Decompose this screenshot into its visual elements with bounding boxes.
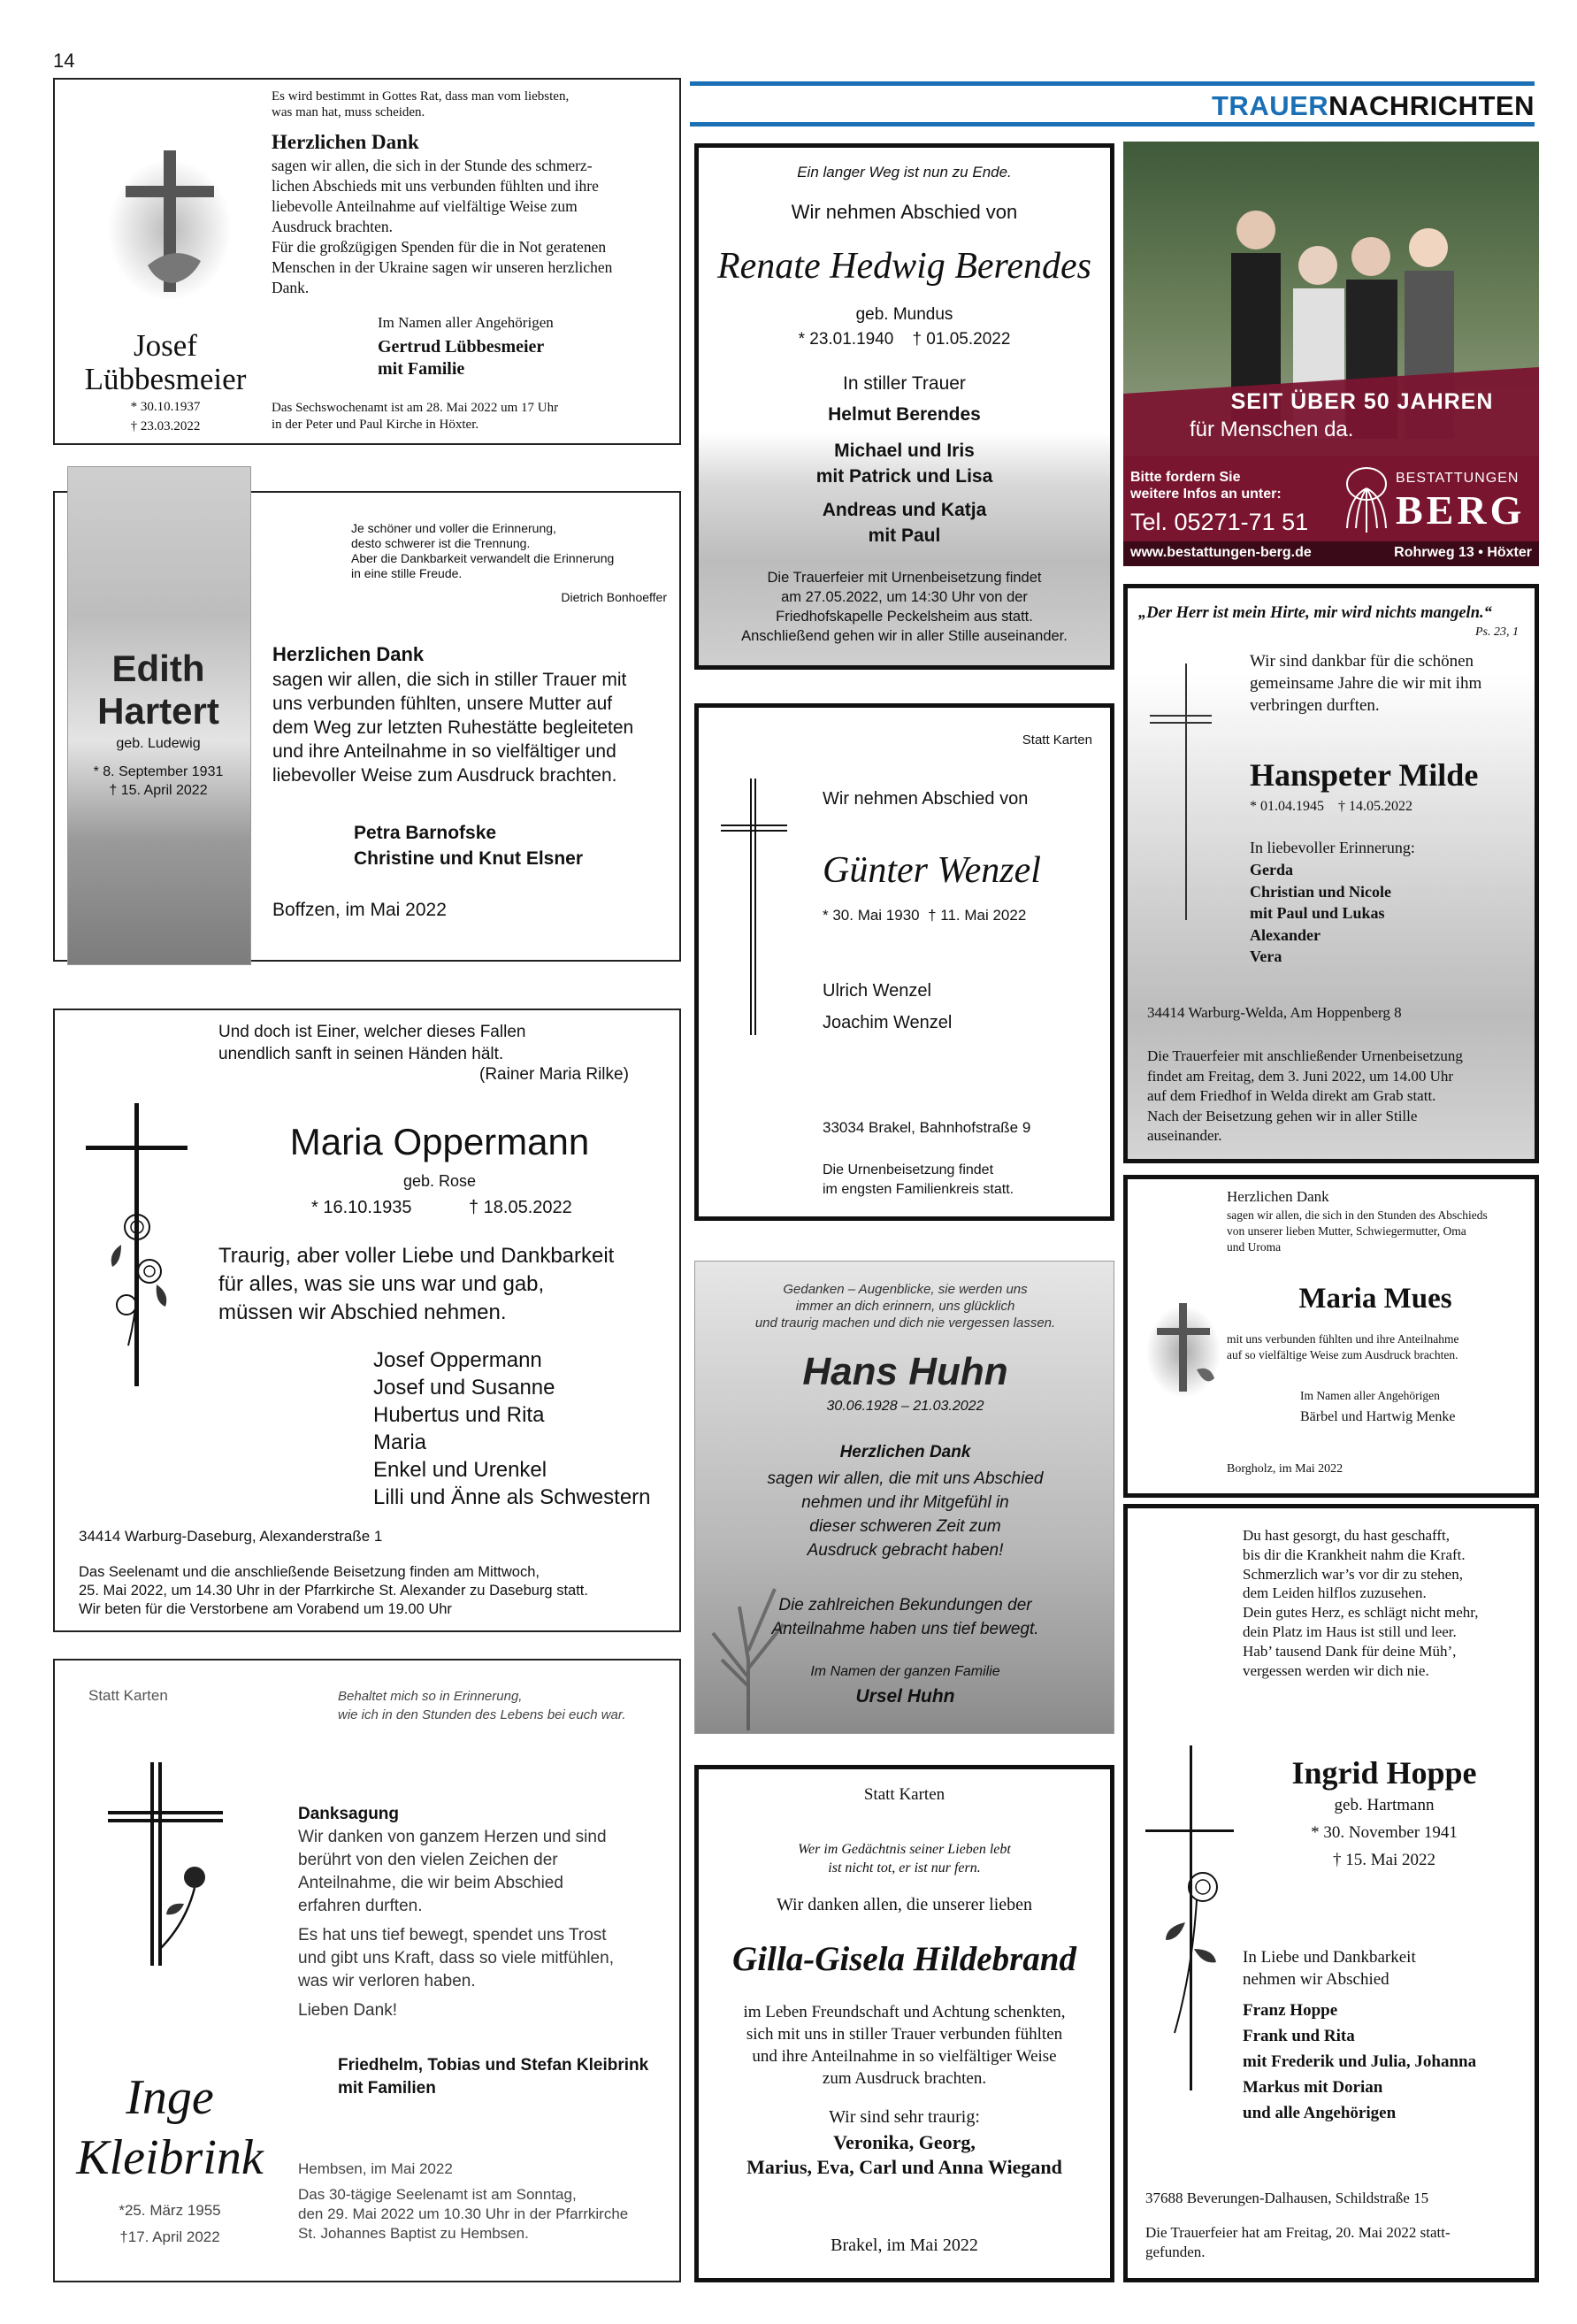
address: 34414 Warburg-Welda, Am Hoppenberg 8 [1147,1004,1402,1021]
place-date: Brakel, im Mai 2022 [831,2236,978,2255]
place-date: Boffzen, im Mai 2022 [272,900,447,920]
header-title [1212,90,1535,122]
deceased-name: Hans Huhn [802,1350,1008,1393]
quote: Behaltet mich so in Erinnerung, wie ich in den Stunden des Lebens bei euch war. [338,1689,626,1722]
service-info: Die Trauerfeier mit Urnenbeisetzung findet am 27.05.2022, um 14:30 Uhr von der Friedhofskapelle Peckelsheim aus statt. Anschließend gehen wir in aller Stille auseinander. [741,570,1068,644]
address: 34414 Warburg-Daseburg, Alexanderstraße 1 [79,1528,383,1545]
intro: Wir sind dankbar für die schönen gemeinsame Jahre die wir mit ihm verbringen durften. [1250,652,1482,715]
family-names: Gerda Christian und Nicole mit Paul und Lukas Alexander Vera [1250,861,1392,965]
body-text-2: Es hat uns tief bewegt, spendet uns Trost und gibt uns Kraft, dass so viele mitfühlen, was wir verloren haben. [298,1926,614,1990]
dates: 30.06.1928 – 21.03.2022 [826,1399,984,1414]
name-line2: Kleibrink [76,2130,264,2185]
cross-icon [1150,663,1216,920]
body-text: sagen wir allen, die mit uns Abschied nehmen und ihr Mitgefühl in dieser schweren Zeit zum Ausdruck gebracht haben! [767,1469,1044,1560]
death-date: † 15. Mai 2022 [1332,1851,1436,1869]
body-text-3: Lieben Dank! [298,2001,397,2020]
family-names: Veronika, Georg, Marius, Eva, Carl und Anna Wiegand [746,2131,1062,2178]
header-title-part2: NACHRICHTEN [1328,90,1535,121]
body-text-2: Die zahlreichen Bekundungen der Anteilnahme haben uns tief bewegt. [771,1596,1039,1638]
body-text: im Leben Freundschaft und Achtung schenkten, sich mit uns in stiller Trauer verbunden fühlten und ihre Anteilnahme in so vielfältiger Weise zum Ausdruck brachten. [743,2003,1066,2088]
family-names: Ulrich Wenzel Joachim Wenzel [823,981,953,1032]
deceased-name: Maria Oppermann [289,1121,590,1162]
willow-tree-icon [1343,462,1391,533]
quote: Wer im Gedächtnis seiner Lieben lebt ist nicht tot, er ist nur fern. [798,1842,1011,1875]
name-line1: Inge [126,2070,214,2125]
section-header [690,81,1535,127]
deceased-name [67,648,249,732]
name-line2: Hartert [97,690,219,732]
signoff-intro: Im Namen aller Angehörigen [1300,1389,1440,1402]
signoff-intro: Im Namen der ganzen Familie [810,1664,1000,1679]
cross-icon [103,133,236,301]
quote: „Der Herr ist mein Hirte, mir wird nichts mangeln.“ [1138,604,1492,622]
obituary-oppermann [53,1009,681,1632]
birth-date: * 16.10.1935 [311,1198,412,1217]
signoff-name: Ursel Huhn [855,1686,955,1707]
header-title-part1: TRAUER [1212,90,1329,121]
statt-karten: Statt Karten [863,1785,945,1804]
obituary-milde [1123,584,1539,1163]
dates: * 30. Mai 1930 † 11. Mai 2022 [823,907,1027,924]
phone: Tel. 05271-71 51 [1130,509,1309,535]
obituary-mues [1123,1175,1539,1498]
signoff-names: Petra Barnofske Christine und Knut Elsner [354,823,584,869]
deceased-name: Ingrid Hoppe [1291,1755,1477,1791]
body-text-2: mit uns verbunden fühlten und ihre Anteilnahme auf so vielfältige Weise zum Ausdruck brachten. [1227,1332,1459,1361]
name-line1: Josef [134,328,197,363]
cross-rose-icon [108,1762,223,1966]
heading: Herzlichen Dank [1227,1188,1329,1205]
header-rule-bottom [690,122,1535,127]
service-info: Das 30-tägige Seelenamt ist am Sonntag, den 29. Mai 2022 um 10.30 Uhr in der Pfarrkirche St. Johannes Baptist zu Hembsen. [298,2186,629,2242]
family-names: Franz Hoppe Frank und Rita mit Frederik und Julia, Johanna Markus mit Dorian und alle Angehörigen [1243,2001,1477,2122]
cross-icon [1144,1294,1223,1400]
family-1: Helmut Berendes [828,404,981,425]
deceased-name: Gilla-Gisela Hildebrand [732,1940,1076,1978]
obituary-wenzel [694,703,1114,1221]
in-trauer: In stiller Trauer [843,373,966,394]
quote: Je schöner und voller die Erinnerung, desto schwerer ist die Trennung. Aber die Dankbarkeit verwandelt die Erinnerung in eine stille Freude. [351,521,615,580]
website: www.bestattungen-berg.de [1130,545,1312,560]
deceased-name: Hanspeter Milde [1250,757,1479,793]
death-date: † 23.03.2022 [130,419,201,433]
birth-date: * 30. November 1941 [1311,1823,1458,1842]
cross-rose-icon [86,1103,196,1386]
name-line2: Lübbesmeier [84,362,247,396]
maiden-name: geb. Hartmann [1334,1796,1435,1814]
quote: Und doch ist Einer, welcher dieses Fallen unendlich sanft in seinen Händen hält. [218,1023,526,1063]
slogan-2: für Menschen da. [1190,418,1354,441]
address: 33034 Brakel, Bahnhofstraße 9 [823,1119,1031,1136]
signoff-names: Friedhelm, Tobias und Stefan Kleibrink mit Familien [338,2056,649,2098]
birth-date: *25. März 1955 [119,2202,221,2219]
ad-bestattungen-berg [1123,142,1539,566]
address: 37688 Beverungen-Dalhausen, Schildstraße 15 [1145,2190,1429,2206]
family-2: Michael und Iris mit Patrick und Lisa [815,441,993,487]
obituary-hartert [53,491,681,962]
quote: Es wird bestimmt in Gottes Rat, dass man vom liebsten, was man hat, muss scheiden. [272,89,570,119]
signoff-names: Gertrud Lübbesmeier mit Familie [378,337,545,379]
deceased-name: Renate Hedwig Berendes [717,246,1091,287]
address: Rohrweg 13 • Höxter [1394,545,1532,560]
service-info: Das Seelenamt und die anschließende Beisetzung finden am Mittwoch, 25. Mai 2022, um 14.30 Uhr in der Pfarrkirche St. Alexander zu Daseburg statt. Wir beten für die Verstorbene am Vorabend um 19.00 Uhr [79,1564,588,1617]
deceased-name: Maria Mues [1298,1283,1452,1315]
abschied: Wir nehmen Abschied von [791,201,1018,223]
maiden-name: geb. Ludewig [116,736,201,751]
signoff-names: Bärbel und Hartwig Menke [1300,1409,1456,1424]
death-date: † 15. April 2022 [109,783,208,798]
obituary-hildebrand [694,1765,1114,2282]
dates: * 01.04.1945 † 14.05.2022 [1250,799,1412,814]
quote-author: (Rainer Maria Rilke) [479,1065,629,1084]
quote: Gedanken – Augenblicke, sie werden uns immer an dich erinnern, uns glücklich und traurig machen und dich nie vergessen lassen. [754,1282,1056,1331]
body-text: sagen wir allen, die sich in stiller Trauer mit uns verbunden fühlten, unsere Mutter auf dem Weg zur letzten Ruhestätte begleiteten und ihre Anteilnahme in so vielfältiger und liebevoller Weise zum Ausdruck brachten. [272,670,634,786]
dates: * 23.01.1940 † 01.05.2022 [798,330,1011,349]
name-line1: Edith [111,648,205,689]
signoff-intro: Im Namen aller Angehörigen [378,314,554,331]
abschied: Wir nehmen Abschied von [823,789,1029,809]
statt-karten: Statt Karten [88,1687,168,1704]
intro: In Liebe und Dankbarkeit nehmen wir Abschied [1243,1948,1416,1989]
statt-karten: Statt Karten [1022,732,1092,748]
deceased-name: Günter Wenzel [823,850,1041,891]
maiden-name: geb. Mundus [855,305,953,324]
brand-small: BESTATTUNGEN [1396,471,1520,486]
body-text: Traurig, aber voller Liebe und Dankbarkeit für alles, was sie uns war und gab, müssen wir Abschied nehmen. [218,1244,615,1324]
poem: Du hast gesorgt, du hast geschafft, bis dir die Krankheit nahm die Kraft. Schmerzlich war’s vor dir zu stehen, dem Leiden hilflos zuzusehen. Dein gutes Herz, es schlägt nicht mehr, dein Platz im Haus ist still und leer. Hab’ tausend Dank für deine Müh’, vergessen werden wir dich nie. [1243,1527,1479,1679]
intro: Ein langer Weg ist nun zu Ende. [797,164,1012,180]
page-number: 14 [53,50,75,72]
place-date: Hembsen, im Mai 2022 [298,2160,453,2177]
deceased-name [59,2067,280,2188]
death-date: † 18.05.2022 [469,1198,572,1217]
birth-date: * 30.10.1937 [130,400,201,414]
family-names: Josef Oppermann Josef und Susanne Hubertus und Rita Maria Enkel und Urenkel Lilli und Änne als Schwestern [373,1348,651,1509]
obituary-berendes [694,143,1114,670]
obituary-huhn [694,1261,1114,1734]
service-info: Das Sechswochenamt ist am 28. Mai 2022 um 17 Uhr in der Peter und Paul Kirche in Höxter. [272,401,559,432]
service-info: Die Trauerfeier mit anschließender Urnenbeisetzung findet am Freitag, dem 3. Juni 2022, um 14.00 Uhr auf dem Friedhof in Welda direkt am Grab statt. Nach der Beisetzung gehen wir in aller Stille auseinander. [1147,1047,1463,1144]
service-info: Die Trauerfeier hat am Freitag, 20. Mai 2022 statt- gefunden. [1145,2224,1451,2260]
quote-ref: Ps. 23, 1 [1475,625,1519,639]
heading: Herzlichen Dank [272,643,425,665]
place-date: Borgholz, im Mai 2022 [1227,1462,1344,1476]
service-info: Die Urnenbeisetzung findet im engsten Familienkreis statt. [823,1162,1014,1197]
header-rule-top [690,81,1535,86]
body-text-1: Wir danken von ganzem Herzen und sind berührt von den vielen Zeichen der Anteilnahme, die wir beim Abschied erfahren durften. [298,1828,607,1915]
brand-logo: BERG [1396,487,1526,533]
obituary-kleibrink [53,1659,681,2282]
quote-author: Dietrich Bonhoeffer [561,590,667,604]
intro: Wir danken allen, die unserer lieben [776,1895,1033,1914]
slogan-1: SEIT ÜBER 50 JAHREN [1230,389,1494,414]
sad-line: Wir sind sehr traurig: [829,2107,980,2127]
heading: Herzlichen Dank [839,1443,971,1461]
info-text: Bitte fordern Sie weitere Infos an unter: [1130,470,1282,502]
cross-rose-icon [1145,1745,1243,2090]
family-3: Andreas und Katja mit Paul [822,500,987,546]
heading: Danksagung [298,1805,400,1823]
cross-icon [721,779,792,1035]
heading: Herzlichen Dank [272,131,419,153]
body-text: sagen wir allen, die sich in der Stunde des schmerz- lichen Abschieds mit uns verbunden fühlten und ihre liebevolle Anteilnahme auf vielfältige Weise zum Ausdruck brachten. Für die großzügigen Spenden für die in Not geratenen Menschen in der Ukraine sagen wir unseren herzlichen Dank. [272,157,613,296]
body-text: sagen wir allen, die sich in den Stunden des Abschieds von unserer lieben Mutter, Schwiegermutter, Oma und Uroma [1227,1208,1488,1254]
obituary-luebbesmeier [53,78,681,445]
birth-date: * 8. September 1931 [93,764,224,779]
in-erinnerung: In liebevoller Erinnerung: [1250,839,1415,856]
maiden-name: geb. Rose [402,1172,477,1190]
deceased-name [59,329,272,396]
obituary-hoppe [1123,1504,1539,2282]
death-date: †17. April 2022 [119,2228,220,2245]
